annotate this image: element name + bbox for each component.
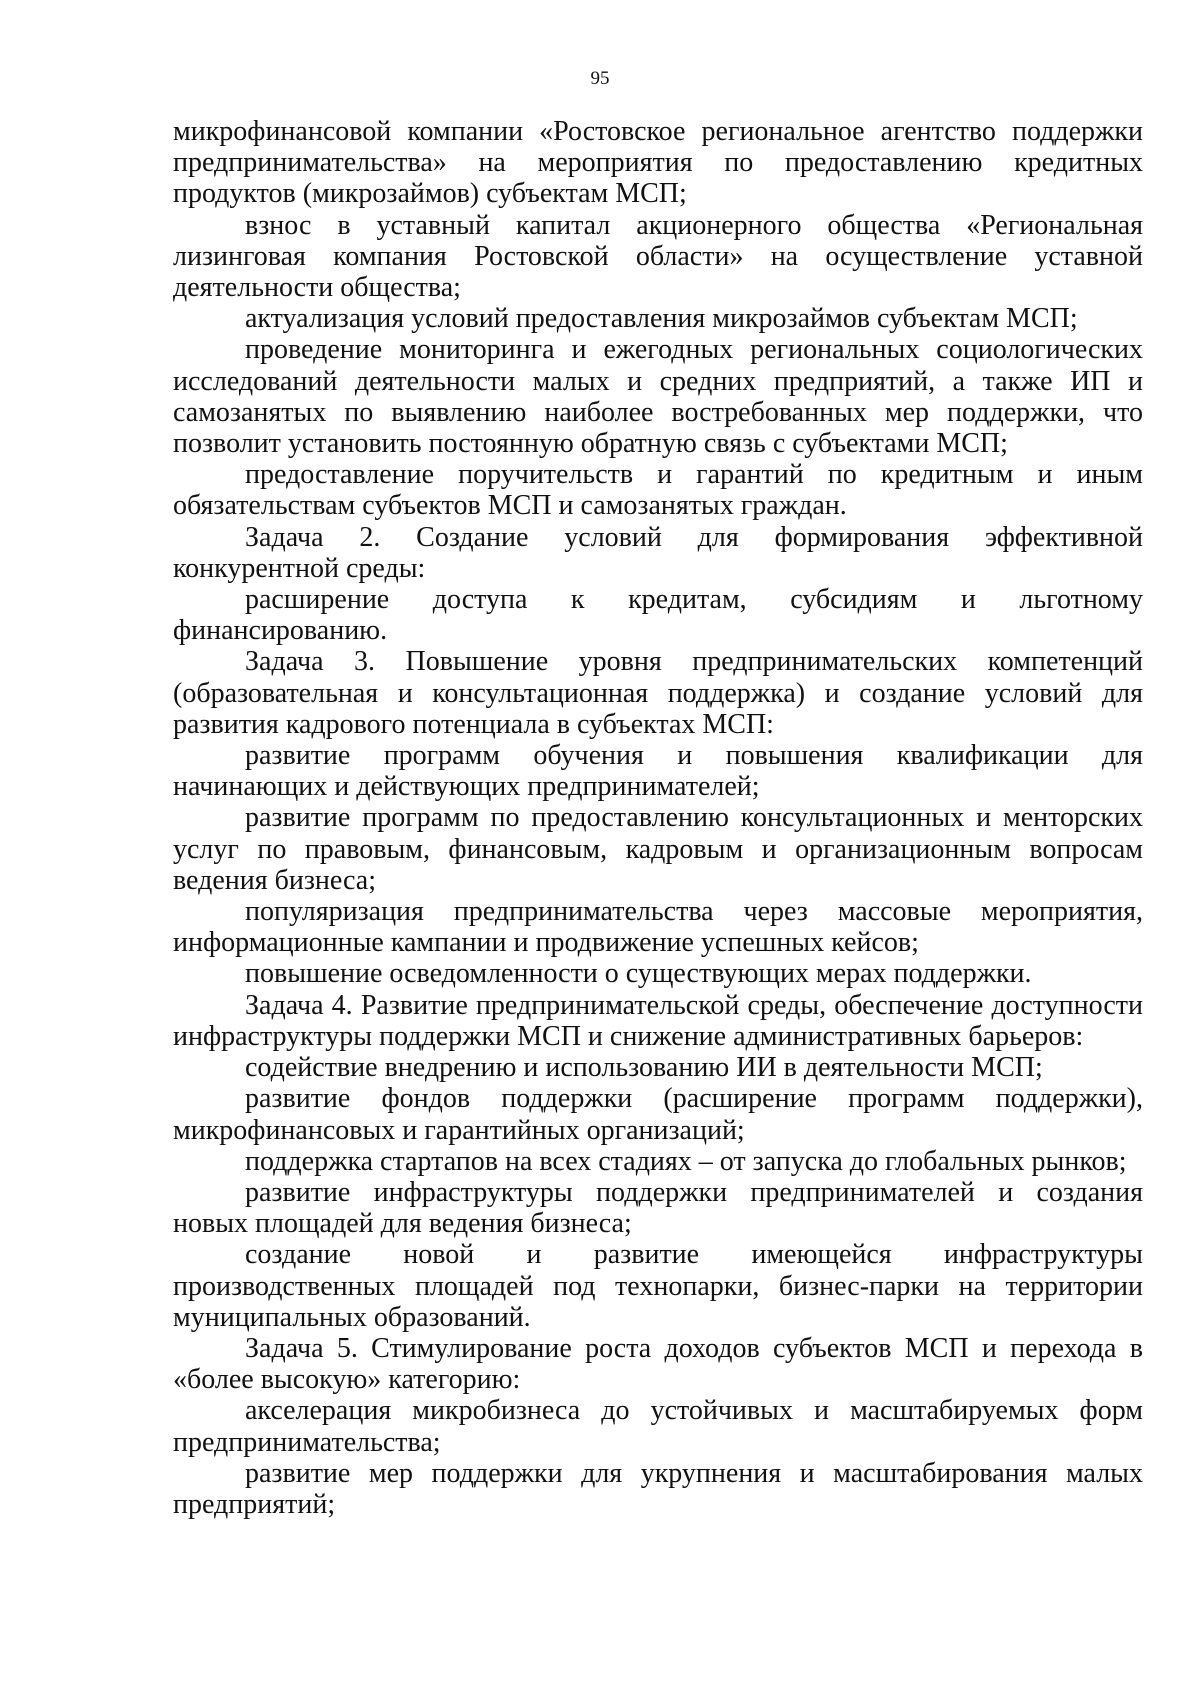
paragraph: поддержка стартапов на всех стадиях – от запуска до глобальных рынков; <box>245 1145 1127 1177</box>
document-body <box>173 116 1143 1520</box>
paragraph: расширение доступа к кредитам, субсидиям и льготному финансированию. <box>173 584 1143 647</box>
paragraph: развитие фондов поддержки (расширение программ поддержки), микрофинансовых и гарантийных организаций; <box>173 1083 1143 1146</box>
paragraph: развитие программ обучения и повышения квалификации для начинающих и действующих предпринимателей; <box>173 740 1143 803</box>
task-heading: Задача 4. Развитие предпринимательской среды, обеспечение доступности инфраструктуры поддержки МСП и снижение административных барьеров: <box>173 989 1143 1052</box>
task-heading: Задача 5. Стимулирование роста доходов субъектов МСП и перехода в «более высокую» категорию: <box>173 1332 1143 1396</box>
paragraph: акселерация микробизнеса до устойчивых и масштабируемых форм предпринимательства; <box>173 1395 1143 1458</box>
paragraph: взнос в уставный капитал акционерного общества «Региональная лизинговая компания Ростовской области» на осуществление уставной деятельности общества; <box>173 209 1143 304</box>
paragraph: предоставление поручительств и гарантий по кредитным и иным обязательствам субъектов МСП и самозанятых граждан. <box>173 459 1143 522</box>
paragraph: развитие инфраструктуры поддержки предпринимателей и создания новых площадей для ведения бизнеса; <box>173 1176 1143 1240</box>
paragraph: проведение мониторинга и ежегодных региональных социологических исследований деятельности малых и средних предприятий, а также ИП и самозанятых по выявлению наиболее востребованных мер поддержки, что позволит установить постоянную обратную связь с субъектами МСП; <box>173 334 1143 460</box>
paragraph: развитие программ по предоставлению консультационных и менторских услуг по правовым, финансовым, кадровым и организационным вопросам ведения бизнеса; <box>173 802 1143 896</box>
paragraph: повышение осведомленности о существующих мерах поддержки. <box>245 958 1032 990</box>
paragraph: развитие мер поддержки для укрупнения и масштабирования малых предприятий; <box>173 1457 1143 1520</box>
task-heading: Задача 3. Повышение уровня предпринимательских компетенций (образовательная и консультационная поддержка) и создание условий для развития кадрового потенциала в субъектах МСП: <box>173 646 1143 740</box>
paragraph: микрофинансовой компании «Ростовское региональное агентство поддержки предпринимательства» на мероприятия по предоставлению кредитных продуктов (микрозаймов) субъектам МСП; <box>173 116 1143 210</box>
task-heading: Задача 2. Создание условий для формирования эффективной конкурентной среды: <box>173 521 1143 584</box>
paragraph: актуализация условий предоставления микрозаймов субъектам МСП; <box>245 303 1078 335</box>
paragraph: содействие внедрению и использованию ИИ в деятельности МСП; <box>245 1052 1043 1084</box>
paragraph: создание новой и развитие имеющейся инфраструктуры производственных площадей под технопарки, бизнес-парки на территории муниципальных образований. <box>173 1239 1143 1333</box>
paragraph: популяризация предпринимательства через массовые мероприятия, информационные кампании и продвижение успешных кейсов; <box>173 896 1143 959</box>
page-number: 95 <box>590 68 610 89</box>
